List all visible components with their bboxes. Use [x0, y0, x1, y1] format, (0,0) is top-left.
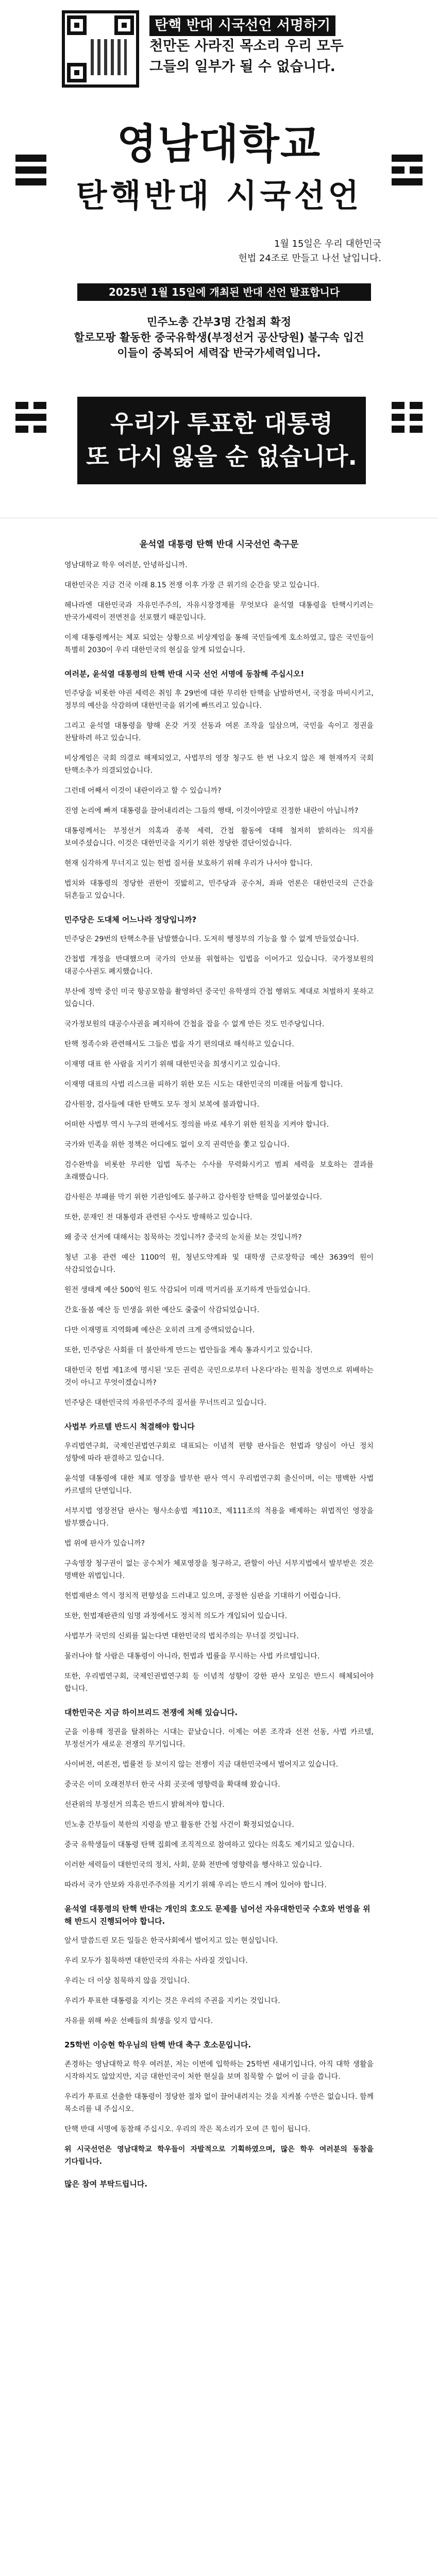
banner-line[interactable]: 탄핵 반대 시국선언 서명하기 [149, 15, 335, 36]
paragraph: 진영 논리에 빠져 대통령을 끌어내리려는 그들의 행태, 이것이야말로 진정한 내란이 아닙니까? [64, 807, 359, 815]
orgs-line: 민주노총 간부3명 간첩죄 확정 [147, 316, 291, 328]
paragraph: 또한, 문재인 전 대통령과 관련된 수사도 방해하고 있습니다. [64, 1213, 252, 1222]
info-line: 1월 15일은 우리 대한민국 [274, 239, 381, 249]
paragraph: 민주당은 29번의 탄핵소추를 남발했습니다. 도저히 행정부의 기능을 할 수 없게 만들었습니다. [64, 935, 359, 943]
paragraph: 또한, 민주당은 사회를 더 불안하게 만드는 법안들을 계속 통과시키고 있습니다. [64, 1346, 313, 1354]
paragraph: 군을 이용해 정권을 탈취하는 시대는 끝났습니다. 이제는 여론 조작과 선전 선동, 사법 카르텔, 부정선거가 새로운 전쟁의 무기입니다. [64, 1728, 374, 1749]
paragraph: 이재명 대표의 사법 리스크를 피하기 위한 모든 시도는 대한민국의 미래를 어둡게 합니다. [64, 1080, 343, 1089]
thanks-line: 많은 참여 부탁드립니다. [64, 2179, 148, 2189]
paragraph: 이재명 대표 한 사람을 지키기 위해 대한민국을 희생시키고 있습니다. [64, 1060, 280, 1069]
section-heading: 여러분, 윤석열 대통령의 탄핵 반대 시국 선언 서명에 동참해 주십시오! [64, 669, 305, 679]
paragraph: 윤석열 대통령에 대한 체포 영장을 발부한 판사 역시 우리법연구회 출신이며, 이는 명백한 사법 카르텔의 단면입니다. [64, 1475, 374, 1495]
paragraph: 구속영장 청구권이 없는 공수처가 체포영장을 청구하고, 관할이 아닌 서부지법에서 발부받은 것은 명백한 위법입니다. [64, 1560, 374, 1580]
paragraph: 이제 대통령께서는 체포 되었는 상황으로 비상계엄을 통해 국민들에게 호소하였고, 많은 국민들이 특별히 2030이 우리 대한민국의 현실을 알게 되었습니다. [64, 634, 374, 654]
section-heading: 사법부 카르텔 반드시 척결해야 합니다 [64, 1422, 195, 1431]
paragraph: 감사원은 부패를 막기 위한 기관임에도 불구하고 감사원장 탄핵을 밀어붙였습니다. [64, 1193, 322, 1201]
paragraph: 법치와 대통령의 정당한 권한이 짓밟히고, 민주당과 공수처, 좌파 언론은 대한민국의 근간을 뒤흔들고 있습니다. [64, 879, 374, 900]
paragraph: 대한민국은 지금 건국 이래 8.15 전쟁 이후 가장 큰 위기의 순간을 맞고 있습니다. [64, 581, 319, 589]
paragraph: 또한, 우리법연구회, 국제인권법연구회 등 이념적 성향이 강한 판사 모임은 반드시 해체되어야 합니다. [64, 1672, 374, 1693]
poster-orgs [0, 314, 438, 361]
paragraph: 중국은 이미 오래전부터 한국 사회 곳곳에 영향력을 확대해 왔습니다. [64, 1781, 280, 1789]
paragraph: 대통령께서는 부정선거 의혹과 종북 세력, 간첩 활동에 대해 철저히 밝히라는 의지를 보여주셨습니다. 이것은 대한민국을 지키기 위한 정당한 결단이었습니다. [64, 827, 374, 848]
paragraph: 민주당은 대한민국의 자유민주주의 질서를 무너뜨리고 있습니다. [64, 1399, 266, 1407]
closing-statement: 위 시국선언은 영남대학교 학우들이 자발적으로 기획하였으며, 많은 학우 여러분의 동참을 기다립니다. [64, 2145, 374, 2166]
paragraph: 사이버전, 여론전, 법률전 등 보이지 않는 전쟁이 지금 대한민국에서 벌어지고 있습니다. [64, 1760, 339, 1769]
paragraph: 간호·돌봄 예산 등 민생을 위한 예산도 줄줄이 삭감되었습니다. [64, 1306, 260, 1314]
document-title: 윤석열 대통령 탄핵 반대 시국선언 축구문 [139, 539, 299, 550]
paragraph: 그런데 어째서 이것이 내란이라고 할 수 있습니까? [64, 787, 222, 795]
paragraph: 물러나야 할 사람은 대통령이 아니라, 헌법과 법률을 무시하는 사법 카르텔입니다. [64, 1652, 320, 1660]
section-heading: 25학번 이승현 학우님의 탄핵 반대 축구 호소문입니다. [64, 2040, 251, 2049]
paragraph: 선관위의 부정선거 의혹은 반드시 밝혀져야 합니다. [64, 1801, 225, 1809]
paragraph: 우리가 투표로 선출한 대통령이 정당한 절차 없이 끌어내려지는 것을 지켜볼 수만은 없습니다. 함께 목소리를 내 주십시오. [64, 2093, 374, 2113]
paragraph: 탄핵 정족수와 관련해서도 그들은 법을 자기 편의대로 해석하고 있습니다. [64, 1040, 294, 1048]
section-heading: 민주당은 도대체 어느나라 정당입니까? [64, 915, 197, 924]
section-heading: 윤석열 대통령의 탄핵 반대는 개인의 호오도 문제를 넘어선 자유대한민국 수호와 번영을 위해 반드시 진행되어야 합니다. [64, 1904, 370, 1926]
paragraph: 감사원장, 검사들에 대한 탄핵도 모두 정치 보복에 불과합니다. [64, 1100, 260, 1109]
paragraph: 어떠한 사법부 역시 누구의 편에서도 정의를 바로 세우기 위한 원칙을 지켜야 합니다. [64, 1121, 329, 1129]
poster-subtitle: 탄핵반대 시국선언 [76, 177, 362, 214]
trigram-left-bottom-icon [15, 402, 46, 437]
paragraph: 현재 심각하게 무너지고 있는 헌법 질서를 보호하기 위해 우리가 나서야 합니다. [64, 859, 313, 868]
paragraph: 앞서 말씀드린 모든 일들은 한국사회에서 벌어지고 있는 현실입니다. [64, 1937, 278, 1945]
paragraph: 자유를 위해 싸운 선배들의 희생을 잊지 맙시다. [64, 2017, 213, 2025]
paragraph: 간첩법 개정을 반대했으며 국가의 안보를 위협하는 입법을 이어가고 있습니다. 국가정보원의 대공수사권도 폐지했습니다. [64, 955, 374, 976]
qr-code[interactable] [62, 10, 139, 88]
paragraph: 국가와 민족을 위한 정책은 어디에도 없이 오직 권력만을 쫓고 있습니다. [64, 1141, 290, 1149]
poster-title: 영남대학교 [116, 120, 322, 168]
paragraph: 우리가 투표한 대통령을 지키는 것은 우리의 주권을 지키는 것입니다. [64, 1997, 280, 2005]
paragraph: 이러한 세력들이 대한민국의 정치, 사회, 문화 전반에 영향력을 행사하고 있습니다. [64, 1861, 322, 1869]
paragraph: 영남대학교 학우 여러분, 안녕하십니까. [64, 561, 188, 569]
qr-finder-icon [67, 15, 87, 35]
paragraph: 서부지법 영장전담 판사는 형사소송법 제110조, 제111조의 적용을 배제하는 위법적인 영장을 발부했습니다. [64, 1507, 374, 1528]
paragraph: 사법부가 국민의 신뢰를 잃는다면 대한민국의 법치주의는 무너질 것입니다. [64, 1632, 299, 1640]
qr-finder-icon [114, 15, 134, 35]
paragraph: 우리는 더 이상 침묵하지 않을 것입니다. [64, 1977, 190, 1985]
paragraph: 민주당을 비롯한 야권 세력은 취임 후 29번에 대한 무리한 탄핵을 남발하면서, 국정을 마비시키고, 정부의 예산을 삭감하며 대한민국을 위기에 빠뜨리고 있습니다. [64, 689, 374, 710]
slogan-box [77, 397, 366, 484]
orgs-line: 이들이 중복되어 세력잡 반국가세력입니다. [117, 347, 321, 359]
paragraph: 또한, 헌법재판관의 임명 과정에서도 정치적 의도가 개입되어 있습니다. [64, 1612, 288, 1620]
paragraph: 비상계엄은 국회 의결로 해제되었고, 사법부의 영장 청구도 한 번 나오지 않은 채 현재까지 국회 탄핵소추가 의결되었습니다. [64, 754, 374, 775]
paragraph: 중국 유학생들이 대통령 탄핵 집회에 조직적으로 참여하고 있다는 의혹도 제기되고 있습니다. [64, 1841, 355, 1849]
paragraph: 국가정보원의 대공수사권을 폐지하여 간첩을 잡을 수 없게 만든 것도 민주당입니다. [64, 1020, 325, 1028]
paragraph: 헌법재판소 역시 정치적 편향성을 드러내고 있으며, 공정한 심판을 기대하기 어렵습니다. [64, 1592, 341, 1600]
paragraph: 탄핵 반대 서명에 동참해 주십시오. 우리의 작은 목소리가 모여 큰 힘이 됩니다. [64, 2125, 311, 2133]
poster-info [238, 237, 381, 266]
section-heading: 대한민국은 지금 하이브리드 전쟁에 처해 있습니다. [64, 1708, 238, 1717]
paragraph: 왜 중국 선거에 대해서는 침묵하는 것입니까? 중국의 눈치를 보는 것입니까? [64, 1233, 302, 1242]
paragraph: 우리법연구회, 국제인권법연구회로 대표되는 이념적 편향 판사들은 헌법과 양심이 아닌 정치 성향에 따라 판결하고 있습니다. [64, 1442, 374, 1463]
paragraph: 헤나라엔 대한민국과 자유민주주의, 자유시장경제를 무엇보다 윤석열 대통령을 탄핵시키려는 반국가세력이 전면전을 선포했기 때문입니다. [64, 601, 374, 622]
orgs-line: 할로모팡 활동한 중국유학생(부정선거 공산당원) 불구속 입건 [74, 331, 364, 344]
trigram-right-bottom-icon [392, 402, 423, 437]
qr-finder-icon [67, 63, 87, 82]
banner-line: 천만돈 사라진 목소리 우리 모두 [149, 38, 344, 54]
paragraph: 대한민국 헌법 제1조에 명시된 '모든 권력은 국민으로부터 나온다'라는 원칙을 정면으로 위배하는 것이 아니고 무엇이겠습니까? [64, 1366, 374, 1387]
paragraph: 우리 모두가 침묵하면 대한민국의 자유는 사라질 것입니다. [64, 1957, 248, 1965]
paragraph: 청년 고용 관련 예산 1100억 원, 청년도약계좌 및 대학생 근로장학금 예산 3639억 원이 삭감되었습니다. [64, 1253, 374, 1274]
paragraph: 존경하는 영남대학교 학우 여러분, 저는 이번에 입학하는 25학번 새내기입니다. 아직 대학 생활을 시작하지도 않았지만, 지금 대한민국이 처한 현실을 보며 침묵할 수 없어 이 글을 씁니다. [64, 2060, 374, 2081]
slogan-line: 또 다시 잃을 순 없습니다. [86, 443, 357, 470]
banner-line: 그들의 일부가 될 수 없습니다. [149, 59, 335, 75]
slogan-line: 우리가 투표한 대통령 [110, 410, 333, 437]
date-bar: 2025년 1월 15일에 개최된 반대 선언 발표합니다 [77, 283, 371, 301]
qr-modules [91, 39, 127, 75]
paragraph: 민노총 간부들이 북한의 지령을 받고 활동한 간첩 사건이 확정되었습니다. [64, 1821, 294, 1829]
declaration-document [0, 518, 438, 2197]
info-line: 헌법 24조로 만들고 나선 날입니다. [238, 253, 381, 264]
poster-banner [149, 15, 376, 77]
poster [0, 0, 438, 518]
paragraph: 검수완박을 비롯한 무리한 입법 독주는 수사를 무력화시키고 범죄 세력을 보호하는 결과를 초래했습니다. [64, 1161, 374, 1181]
paragraph: 원전 생태계 예산 500억 원도 삭감되어 미래 먹거리를 포기하게 만들었습니다. [64, 1286, 310, 1294]
paragraph: 법 위에 판사가 있습니까? [64, 1539, 145, 1548]
paragraph: 그리고 윤석열 대통령을 향해 온갖 거짓 선동과 여론 조작을 일삼으며, 국민을 속이고 정권을 찬탈하려 하고 있습니다. [64, 722, 374, 742]
paragraph: 부산에 정박 중인 미국 항공모함을 촬영하던 중국인 유학생의 간첩 행위도 제대로 처벌하지 못하고 있습니다. [64, 988, 374, 1008]
paragraph: 다만 이재명표 지역화폐 예산은 오히려 크게 증액되었습니다. [64, 1326, 255, 1334]
paragraph: 따라서 국가 안보와 자유민주주의를 지키기 위해 우리는 반드시 깨어 있어야 합니다. [64, 1881, 327, 1889]
